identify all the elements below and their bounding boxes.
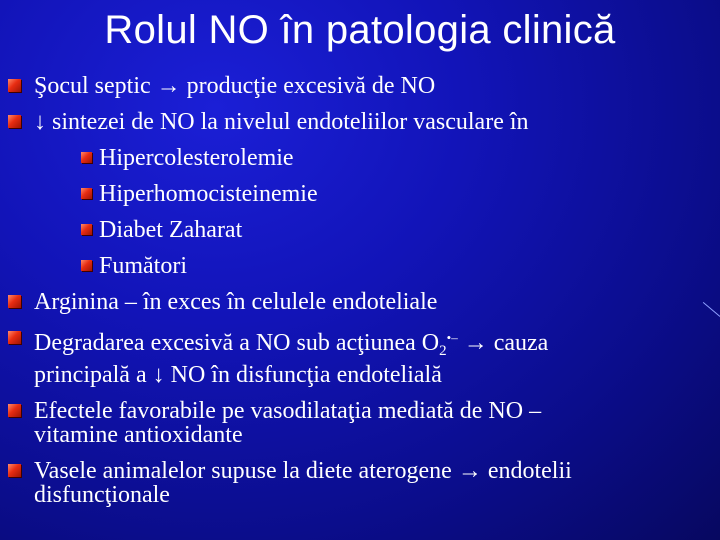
- bullet-text: ↓ sintezei de NO la nivelul endoteliilor vasculare în: [34, 109, 529, 135]
- sub-bullet-item: [0, 254, 720, 278]
- subscript-2: 2: [439, 343, 447, 359]
- bullet-item: [0, 110, 720, 134]
- bullet-text: Diabet Zaharat: [99, 217, 243, 243]
- bullet-text-line: Efectele favorabile pe vasodilataţia mediată de NO –: [34, 398, 542, 424]
- bullet-list: [0, 70, 720, 507]
- bullet-text-line: [34, 326, 720, 363]
- bullet-text-line: disfuncţionale: [34, 482, 170, 508]
- square-bullet-icon: [8, 404, 21, 417]
- bullet-text: Hiperhomocisteinemie: [99, 181, 318, 207]
- radical-superscript: •–: [446, 330, 458, 345]
- square-bullet-icon: [8, 115, 21, 128]
- bullet-item: [0, 326, 720, 387]
- bullet-text: → cauza: [457, 330, 549, 356]
- bullet-text: Degradarea excesivă a NO sub acţiunea O: [34, 330, 440, 356]
- sub-bullet-item: [0, 146, 720, 170]
- square-bullet-icon: [8, 295, 21, 308]
- bullet-text: Şocul septic → producţie excesivă de NO: [34, 73, 436, 99]
- square-bullet-icon: [8, 331, 21, 344]
- square-bullet-icon: [8, 79, 21, 92]
- bullet-item: [0, 459, 720, 507]
- square-bullet-icon: [8, 464, 21, 477]
- slide-title: Rolul NO în patologia clinică: [104, 8, 616, 52]
- square-bullet-icon: [81, 152, 92, 163]
- sub-bullet-item: [0, 182, 720, 206]
- bullet-text-line: vitamine antioxidante: [34, 422, 243, 448]
- bullet-item: [0, 74, 720, 98]
- bullet-item: [0, 290, 720, 314]
- square-bullet-icon: [81, 224, 92, 235]
- bullet-text-line: principală a ↓ NO în disfuncţia endotelială: [34, 362, 442, 388]
- bullet-text: Arginina – în exces în celulele endoteliale: [34, 289, 438, 315]
- square-bullet-icon: [81, 188, 92, 199]
- bullet-text: Hipercolesterolemie: [99, 145, 294, 171]
- bullet-item: [0, 399, 720, 447]
- bullet-text-line: Vasele animalelor supuse la diete aterogene → endotelii: [34, 458, 572, 484]
- sub-bullet-item: [0, 218, 720, 242]
- bullet-text: Fumători: [99, 253, 187, 279]
- square-bullet-icon: [81, 260, 92, 271]
